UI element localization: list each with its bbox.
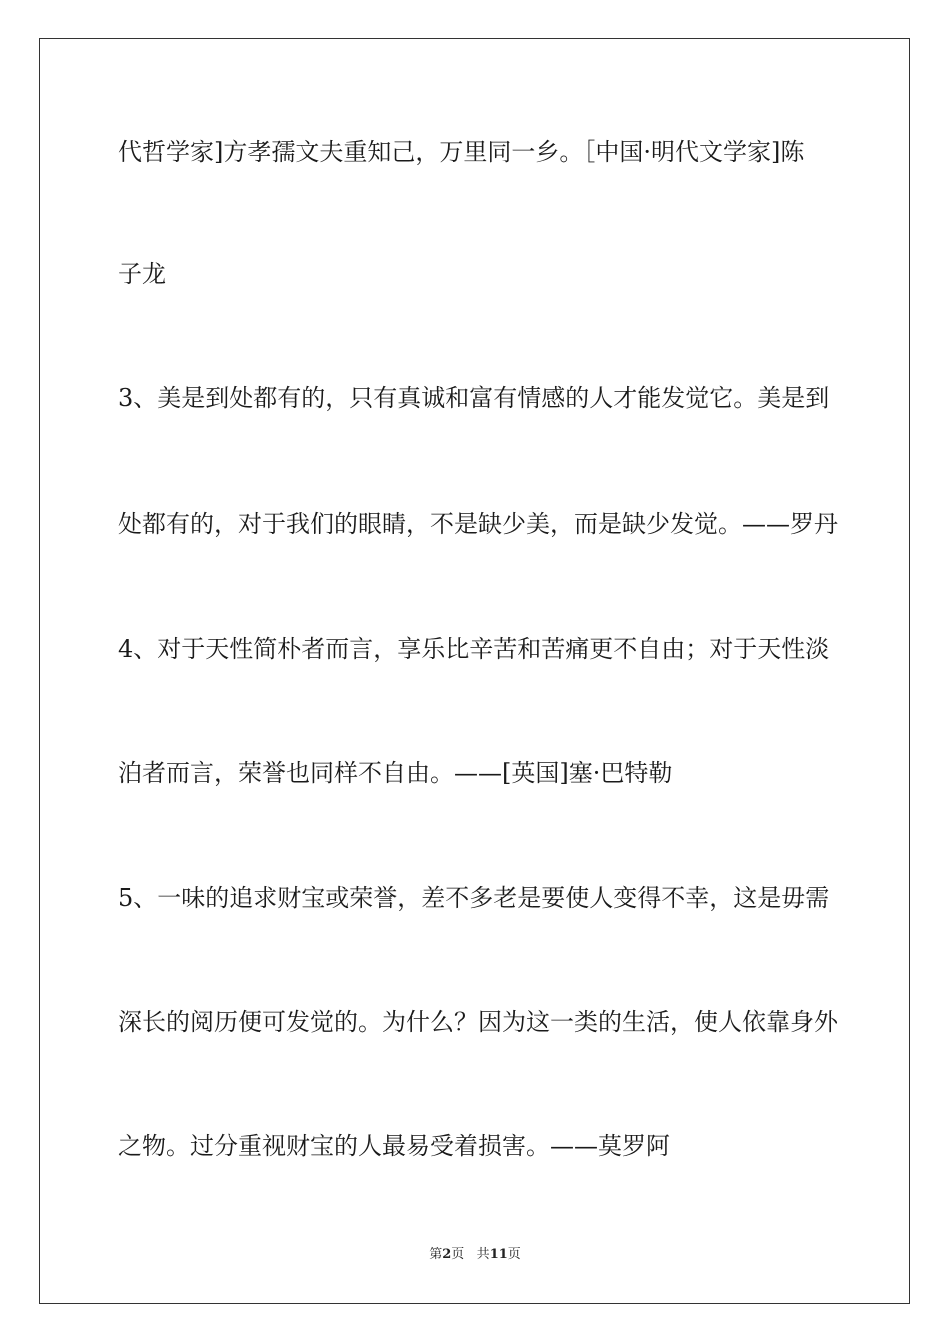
page-current: 2 bbox=[442, 1247, 452, 1262]
text-line-5: 4、对于天性简朴者而言，享乐比辛苦和苦痛更不自由；对于天性淡 bbox=[118, 635, 830, 663]
total-suffix: 页 bbox=[507, 1247, 521, 1262]
text-line-3: 3、美是到处都有的，只有真诚和富有情感的人才能发觉它。美是到 bbox=[118, 384, 830, 412]
text-line-1: 代哲学家]方孝孺文夫重知己，万里同一乡。［中国·明代文学家]陈 bbox=[118, 138, 805, 166]
page-border bbox=[39, 38, 910, 1304]
page-suffix: 页 bbox=[451, 1247, 465, 1262]
text-line-4: 处都有的，对于我们的眼睛，不是缺少美，而是缺少发觉。——罗丹 bbox=[118, 510, 838, 538]
text-line-7: 5、一味的追求财宝或荣誉，差不多老是要使人变得不幸，这是毋需 bbox=[118, 884, 830, 912]
text-line-8: 深长的阅历便可发觉的。为什么？因为这一类的生活，使人依靠身外 bbox=[118, 1008, 838, 1036]
total-prefix: 共 bbox=[476, 1247, 490, 1262]
text-line-6: 泊者而言，荣誉也同样不自由。——[英国]塞·巴特勒 bbox=[118, 759, 673, 787]
page-footer bbox=[0, 1247, 950, 1263]
text-line-9: 之物。过分重视财宝的人最易受着损害。——莫罗阿 bbox=[118, 1132, 670, 1160]
page-total: 11 bbox=[489, 1247, 508, 1262]
text-line-2: 子龙 bbox=[118, 260, 166, 288]
page-prefix: 第 bbox=[429, 1247, 443, 1262]
